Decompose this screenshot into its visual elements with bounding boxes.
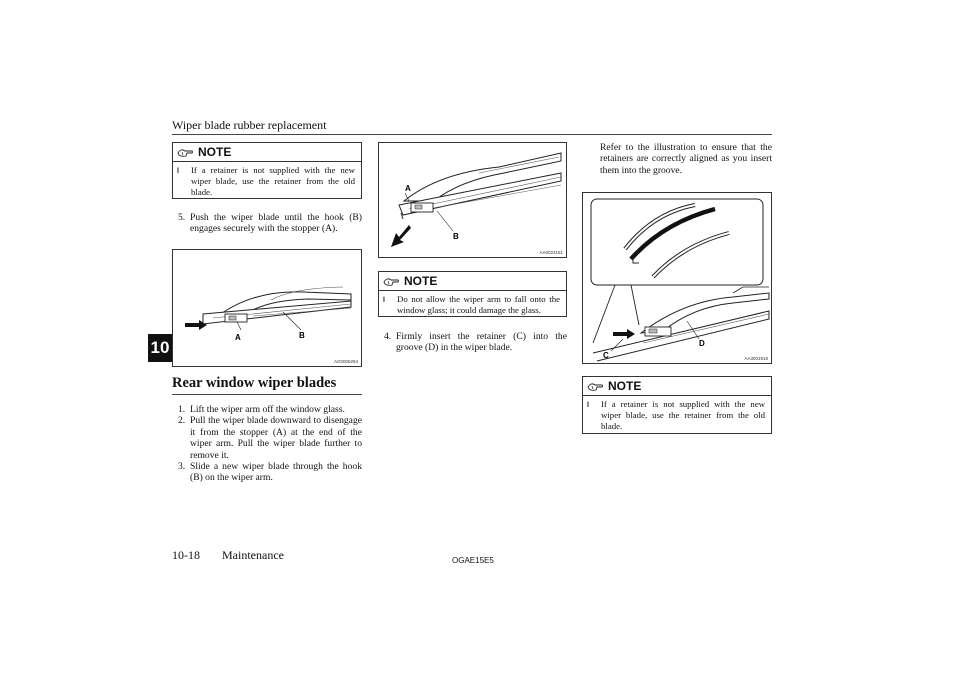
rear-blade-pull-illustration bbox=[379, 143, 566, 257]
document-code: OGAE15E5 bbox=[452, 556, 494, 565]
retainer-alignment-illustration bbox=[583, 193, 771, 363]
figure-code: AA0023151 bbox=[539, 250, 563, 255]
running-header: Wiper blade rubber replacement bbox=[172, 118, 327, 132]
note-text: Do not allow the wiper arm to fall onto the window glass; it could damage the glass. bbox=[397, 294, 560, 315]
label-a: A bbox=[235, 333, 241, 342]
label-c: C bbox=[603, 351, 609, 360]
note-hand-icon bbox=[587, 381, 604, 392]
label-b: B bbox=[299, 331, 305, 340]
figure-retainer-alignment bbox=[582, 192, 772, 364]
bullet: l bbox=[177, 168, 179, 175]
label-a: A bbox=[405, 184, 411, 193]
steps-list bbox=[178, 404, 362, 484]
rear-blade-illustration bbox=[173, 250, 361, 366]
note-hand-icon bbox=[383, 276, 400, 287]
label-d: D bbox=[699, 339, 705, 348]
bullet: l bbox=[383, 297, 385, 304]
step-2: 2. Pull the wiper blade downward to disengage it from the stopper (A) at the end of the wiper arm. Pull the wiper blade further to remove it. bbox=[178, 415, 362, 461]
note-title: NOTE bbox=[379, 272, 566, 288]
page-number: 10-18 bbox=[172, 548, 200, 562]
note-box-retainer-2 bbox=[582, 376, 772, 434]
heading-rule bbox=[172, 394, 362, 395]
step-3: 3. Slide a new wiper blade through the hook (B) on the wiper arm. bbox=[178, 461, 362, 484]
note-box-glass bbox=[378, 271, 567, 317]
figure-rear-blade-push bbox=[172, 249, 362, 367]
note-text: If a retainer is not supplied with the new wiper blade, use the retainer from the old blade. bbox=[601, 399, 765, 431]
step-1: 1. Lift the wiper arm off the window glass. bbox=[178, 404, 345, 415]
note-hand-icon bbox=[177, 147, 194, 158]
figure-rear-blade-pull bbox=[378, 142, 567, 258]
figure-code: AG0006284 bbox=[333, 359, 358, 364]
bullet: l bbox=[587, 402, 589, 409]
footer-section: Maintenance bbox=[222, 548, 284, 562]
step-5: 5. Push the wiper blade until the hook (B) engages securely with the stopper (A). bbox=[178, 212, 362, 235]
note-text: If a retainer is not supplied with the new wiper blade, use the retainer from the old blade. bbox=[191, 165, 355, 197]
step-4: 4. Firmly insert the retainer (C) into the groove (D) in the wiper blade. bbox=[384, 331, 567, 354]
label-b: B bbox=[453, 232, 459, 241]
note-box-retainer bbox=[172, 142, 362, 199]
note-title: NOTE bbox=[173, 143, 361, 159]
section-heading: Rear window wiper blades bbox=[172, 375, 337, 391]
figure-code: AA3001918 bbox=[744, 356, 768, 361]
note-title: NOTE bbox=[583, 377, 771, 393]
intro-paragraph: Refer to the illustration to ensure that the retainers are correctly aligned as you insert them into the groove. bbox=[600, 142, 772, 176]
header-rule bbox=[172, 134, 772, 135]
section-tab: 10 bbox=[148, 334, 172, 362]
